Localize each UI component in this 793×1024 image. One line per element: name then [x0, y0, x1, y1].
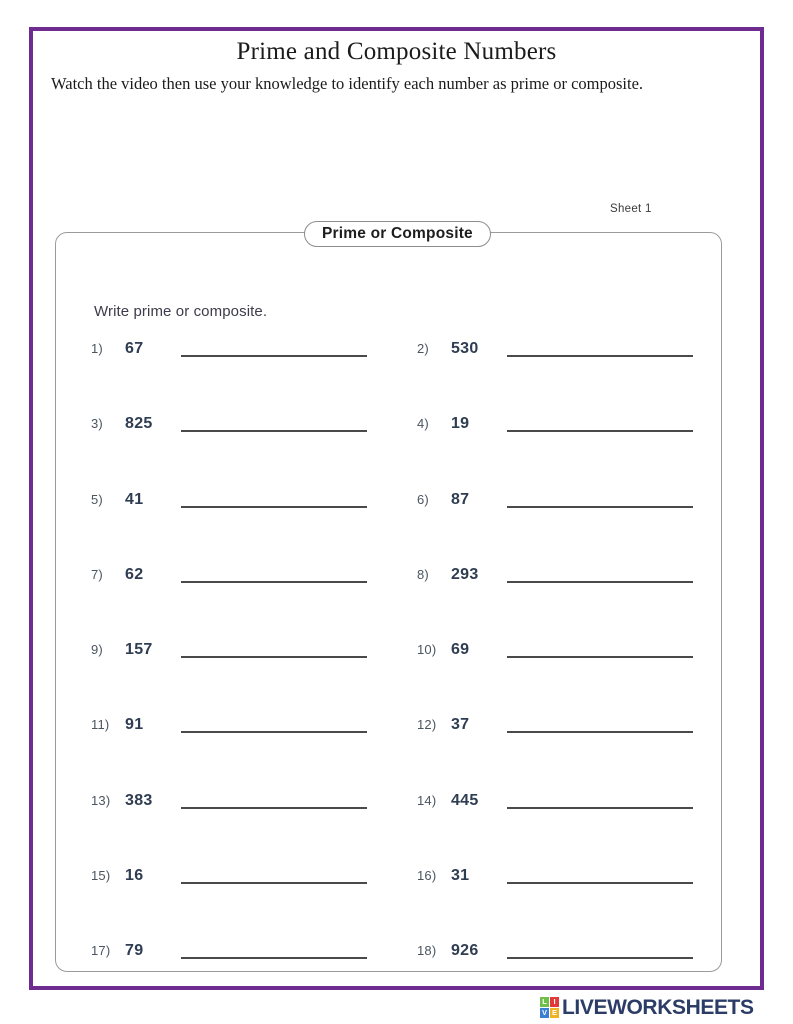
problem-item — [417, 340, 721, 358]
problem-index: 15) — [91, 868, 111, 884]
problem-item — [417, 942, 721, 960]
problem-item — [417, 867, 721, 885]
problem-item — [56, 415, 417, 433]
answer-blank[interactable] — [181, 957, 367, 959]
problem-item — [56, 566, 417, 584]
problem-item — [417, 792, 721, 810]
problem-index: 9) — [91, 642, 103, 658]
answer-blank[interactable] — [181, 506, 367, 508]
problem-number: 31 — [450, 867, 470, 885]
logo-tile: I — [550, 997, 559, 1007]
answer-blank[interactable] — [181, 656, 367, 658]
answer-blank[interactable] — [181, 731, 367, 733]
problem-row — [56, 716, 721, 791]
answer-blank[interactable] — [181, 807, 367, 809]
answer-blank[interactable] — [181, 882, 367, 884]
problem-number: 41 — [125, 490, 144, 508]
worksheet-card — [55, 203, 722, 972]
problem-index: 11) — [91, 717, 110, 733]
problem-number: 926 — [450, 942, 479, 960]
problem-item — [56, 491, 417, 509]
problem-index: 17) — [91, 943, 111, 959]
problem-index: 8) — [416, 566, 429, 582]
problem-index: 7) — [91, 566, 103, 582]
problem-item — [417, 566, 721, 584]
problem-index: 2) — [416, 341, 429, 356]
liveworksheets-logo — [540, 995, 754, 1019]
problem-item — [56, 942, 417, 960]
problem-row — [56, 415, 721, 490]
problem-item — [417, 641, 721, 659]
logo-tile: E — [551, 1007, 557, 1017]
page-instructions: Watch the video then use your knowledge to identify each number as prime or composite. — [51, 74, 644, 93]
problem-item — [417, 491, 721, 509]
page-title: Prime and Composite Numbers — [236, 38, 557, 65]
problem-item — [56, 867, 417, 885]
problem-index: 1) — [91, 341, 103, 356]
problem-number: 62 — [125, 565, 144, 583]
problem-index: 14) — [416, 792, 437, 808]
worksheet-title-badge: Prime or Composite — [304, 221, 491, 247]
answer-blank[interactable] — [507, 957, 693, 959]
problem-row — [56, 566, 721, 641]
problem-index: 6) — [416, 491, 429, 507]
problem-row — [56, 491, 721, 566]
problem-number: 79 — [125, 942, 144, 960]
problem-number: 293 — [450, 565, 479, 583]
problem-index: 18) — [416, 943, 437, 959]
problem-item — [56, 792, 417, 810]
card-body — [56, 233, 721, 971]
problem-number: 530 — [450, 340, 479, 357]
problem-item — [56, 641, 417, 659]
answer-blank[interactable] — [181, 581, 367, 583]
problem-number: 383 — [125, 791, 153, 809]
problem-index: 4) — [416, 416, 429, 432]
logo-wordmark: LIVEWORKSHEETS — [562, 995, 754, 1019]
problem-row — [56, 792, 721, 867]
answer-blank[interactable] — [507, 355, 693, 357]
problem-index: 13) — [91, 792, 111, 808]
problem-item — [417, 716, 721, 734]
problem-index: 3) — [91, 416, 103, 432]
answer-blank[interactable] — [507, 581, 693, 583]
directions-text: Write prime or composite. — [94, 303, 268, 320]
logo-tile: V — [541, 1007, 547, 1017]
problem-row — [56, 340, 721, 415]
problem-grid — [56, 340, 721, 1018]
problem-number: 69 — [450, 641, 470, 659]
answer-blank[interactable] — [181, 355, 367, 357]
problem-item — [56, 716, 417, 734]
problem-number: 16 — [125, 867, 144, 885]
answer-blank[interactable] — [507, 656, 693, 658]
problem-number: 37 — [450, 716, 470, 734]
problem-index: 12) — [416, 717, 437, 733]
problem-item — [417, 415, 721, 433]
problem-index: 16) — [416, 868, 437, 884]
problem-number: 67 — [125, 340, 144, 357]
worksheet-page-frame — [29, 27, 764, 990]
answer-blank[interactable] — [181, 430, 367, 432]
problem-number: 157 — [125, 641, 153, 659]
answer-blank[interactable] — [507, 731, 693, 733]
answer-blank[interactable] — [507, 506, 693, 508]
problem-item — [56, 340, 417, 358]
problem-index: 10) — [416, 642, 437, 658]
heading-block — [51, 35, 742, 96]
problem-number: 87 — [450, 490, 470, 508]
problem-number: 91 — [125, 716, 144, 734]
problem-number: 445 — [450, 791, 479, 809]
problem-number: 19 — [450, 415, 470, 433]
logo-tiles-icon — [540, 997, 559, 1018]
sheet-number-label: Sheet 1 — [606, 203, 656, 215]
answer-blank[interactable] — [507, 430, 693, 432]
answer-blank[interactable] — [507, 882, 693, 884]
logo-tile: L — [540, 997, 549, 1007]
problem-number: 825 — [125, 415, 153, 433]
problem-index: 5) — [91, 491, 103, 507]
answer-blank[interactable] — [507, 807, 693, 809]
problem-row — [56, 641, 721, 716]
problem-row — [56, 867, 721, 942]
